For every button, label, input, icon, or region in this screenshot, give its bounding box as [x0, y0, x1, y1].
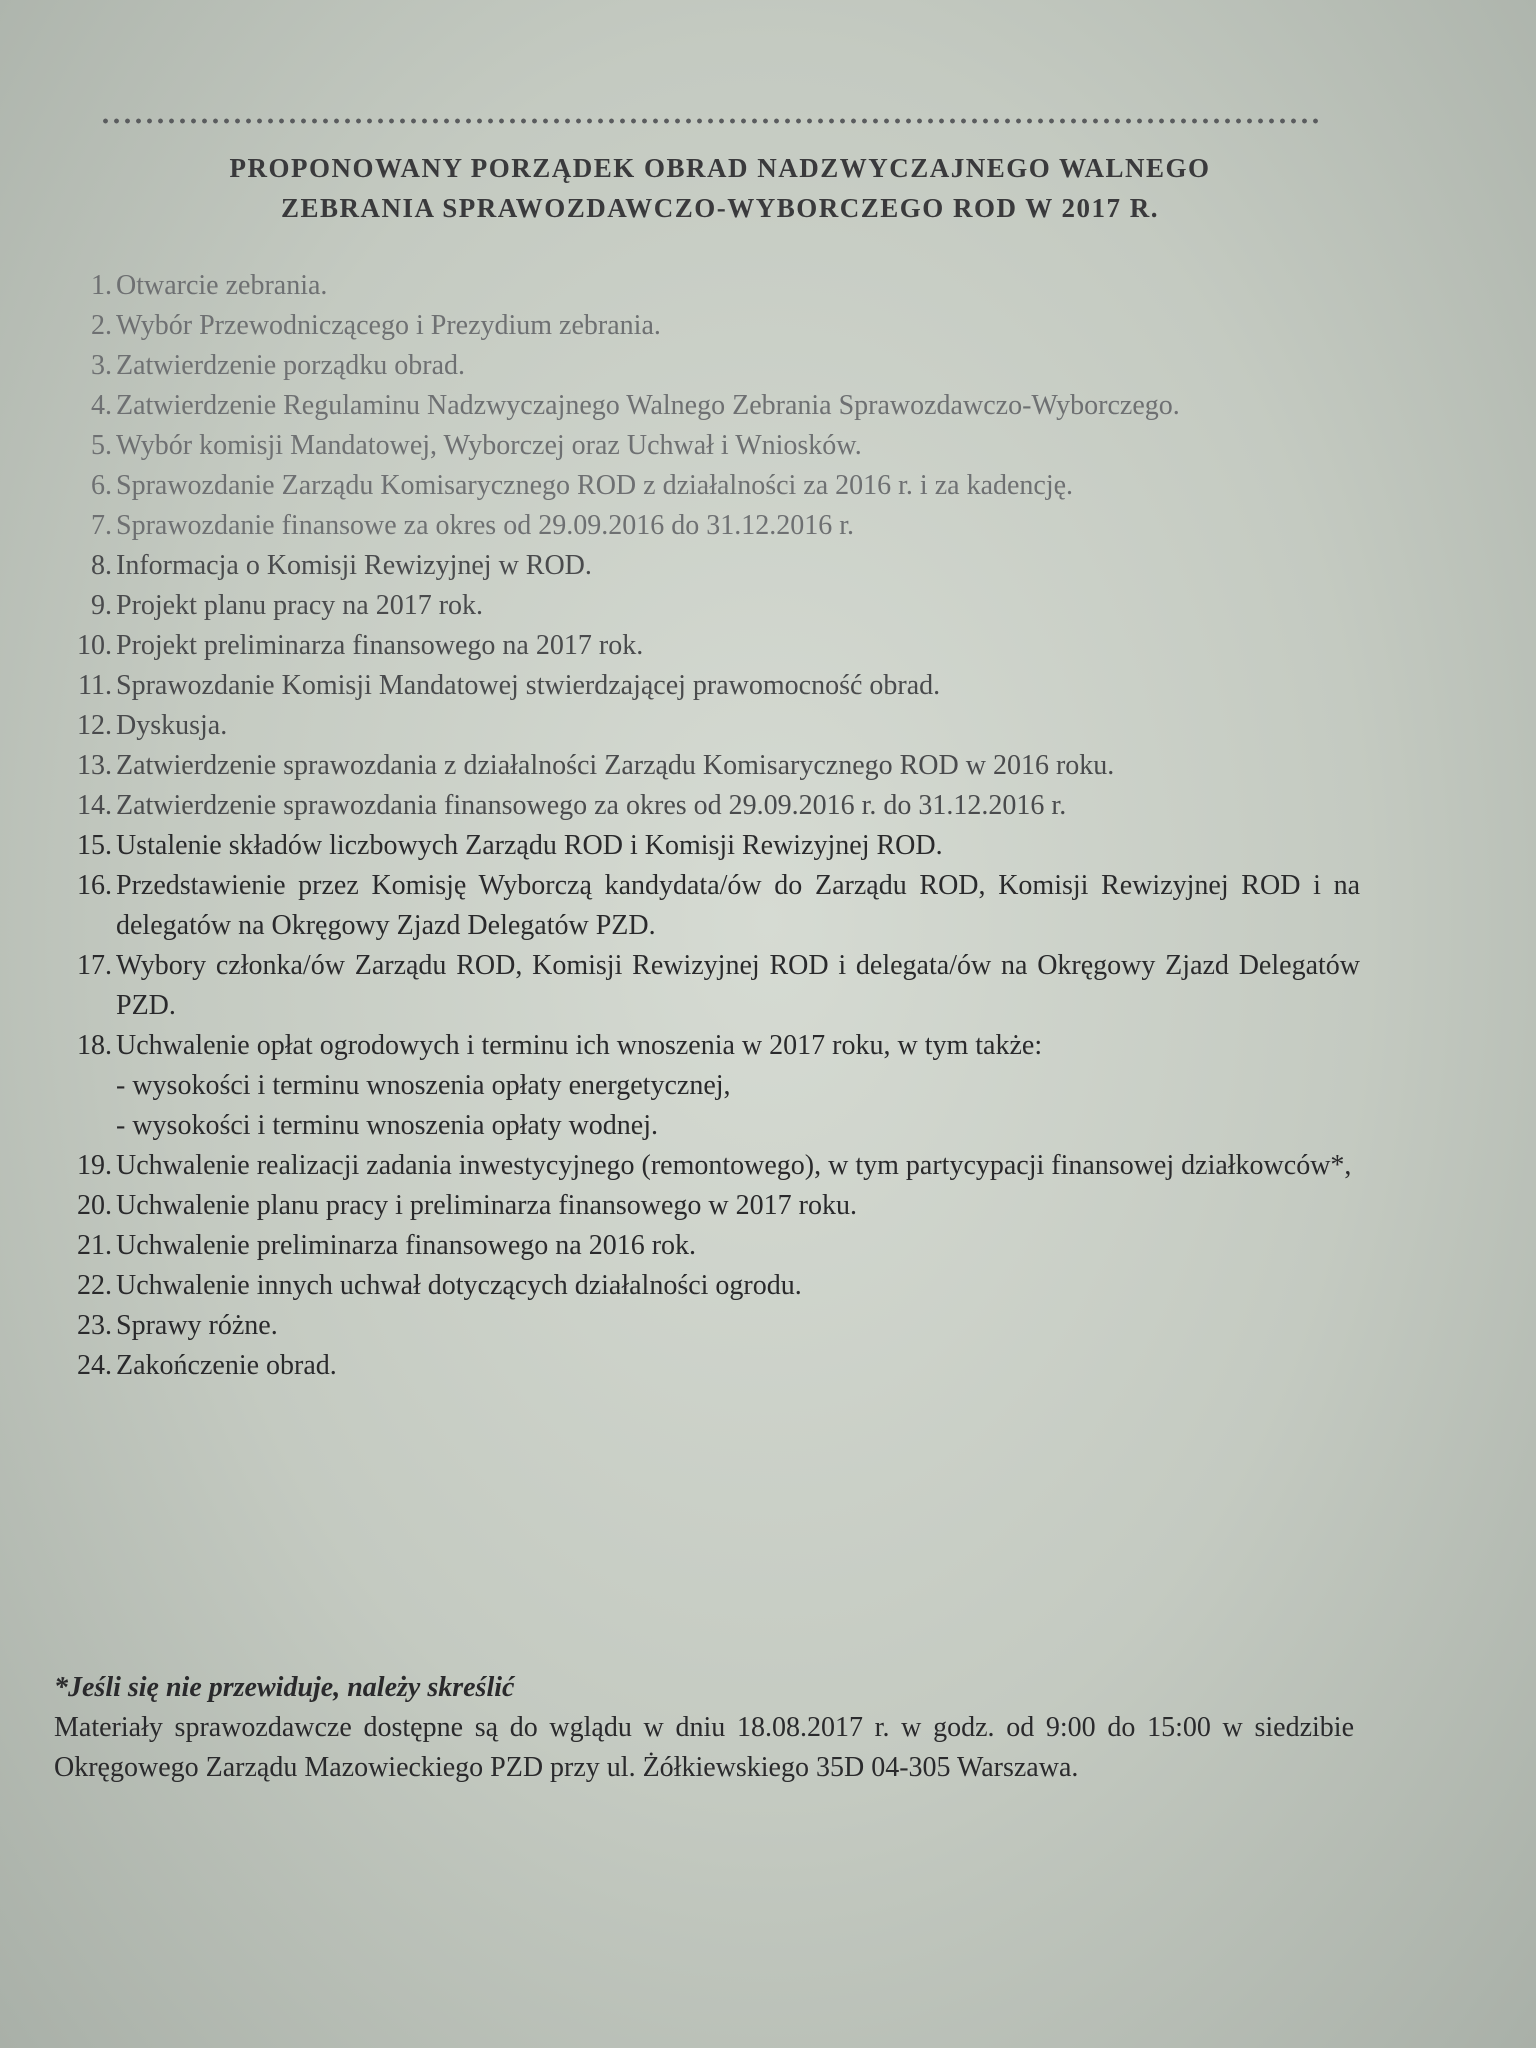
agenda-item-12	[40, 706, 1360, 746]
item-text: Sprawozdanie Zarządu Komisarycznego ROD z działalności za 2016 r. i za kadencję.	[116, 470, 1074, 501]
agenda-item-7	[40, 506, 1360, 546]
dotted-separator	[100, 116, 1320, 126]
item-text: Przedstawienie przez Komisję Wyborczą kandydata/ów do Zarządu ROD, Komisji Rewizyjnej ROD i na delegatów na Okręgowy Zjazd Delegatów PZD.	[116, 870, 1360, 941]
document-title	[60, 148, 1380, 228]
item-number: 9.	[91, 590, 112, 621]
agenda-item-3	[40, 346, 1360, 386]
item-number: 15.	[77, 830, 112, 861]
agenda-item-6	[40, 466, 1360, 506]
item-text: Otwarcie zebrania.	[116, 270, 328, 301]
item-number: 13.	[77, 750, 112, 781]
item-text: Ustalenie składów liczbowych Zarządu ROD i Komisji Rewizyjnej ROD.	[116, 830, 943, 861]
agenda-item-13	[40, 746, 1360, 786]
item-text: Sprawy różne.	[116, 1310, 278, 1341]
item-number: 4.	[91, 390, 112, 421]
item-text: Uchwalenie opłat ogrodowych i terminu ich wnoszenia w 2017 roku, w tym także:	[116, 1030, 1043, 1061]
item-number: 22.	[77, 1270, 112, 1301]
agenda-item-15	[40, 826, 1360, 866]
item-text: Zatwierdzenie sprawozdania finansowego za okres od 29.09.2016 r. do 31.12.2016 r.	[116, 790, 1067, 821]
item-text: Projekt planu pracy na 2017 rok.	[116, 590, 484, 621]
item-number: 16.	[77, 870, 112, 901]
materials-note: Materiały sprawozdawcze dostępne są do wglądu w dniu 18.08.2017 r. w godz. od 9:00 do 15:00 w siedzibie Okręgowego Zarządu Mazowieckiego PZD przy ul. Żółkiewskiego 35D 04-305 Warszawa.	[54, 1712, 1354, 1783]
item-number: 6.	[91, 470, 112, 501]
item-number: 10.	[77, 630, 112, 661]
item-text: Zatwierdzenie sprawozdania z działalności Zarządu Komisarycznego ROD w 2016 roku.	[116, 750, 1115, 781]
item-number: 24.	[77, 1350, 112, 1381]
agenda-item-8	[40, 546, 1360, 586]
item-number: 8.	[91, 550, 112, 581]
item-text: Zatwierdzenie Regulaminu Nadzwyczajnego Walnego Zebrania Sprawozdawczo-Wyborczego.	[116, 390, 1180, 421]
agenda-item-10	[40, 626, 1360, 666]
item-number: 5.	[91, 430, 112, 461]
item-number: 21.	[77, 1230, 112, 1261]
agenda-item-16	[40, 866, 1360, 946]
footnote	[54, 1668, 1354, 1788]
item-text: Sprawozdanie finansowe za okres od 29.09.2016 do 31.12.2016 r.	[116, 510, 854, 541]
item-text: Uchwalenie innych uchwał dotyczących działalności ogrodu.	[116, 1270, 802, 1301]
agenda-item-22	[40, 1266, 1360, 1306]
item-text: Zatwierdzenie porządku obrad.	[116, 350, 466, 381]
item-number: 23.	[77, 1310, 112, 1341]
agenda-item-24	[40, 1346, 1360, 1386]
item-text: Uchwalenie planu pracy i preliminarza finansowego w 2017 roku.	[116, 1190, 857, 1221]
agenda-item-1	[40, 266, 1360, 306]
item-text: Projekt preliminarza finansowego na 2017 rok.	[116, 630, 644, 661]
agenda-item-21	[40, 1226, 1360, 1266]
agenda-item-23	[40, 1306, 1360, 1346]
footnote-asterisk-note: *Jeśli się nie przewiduje, należy skreślić	[54, 1672, 515, 1703]
item-number: 3.	[91, 350, 112, 381]
item-text: Wybór komisji Mandatowej, Wyborczej oraz Uchwał i Wniosków.	[116, 430, 862, 461]
item-subpoint-energy: - wysokości i terminu wnoszenia opłaty energetycznej,	[116, 1070, 731, 1101]
item-subpoint-water: - wysokości i terminu wnoszenia opłaty wodnej.	[116, 1110, 659, 1141]
item-number: 2.	[91, 310, 112, 341]
agenda-item-2	[40, 306, 1360, 346]
agenda-item-17	[40, 946, 1360, 1026]
item-number: 12.	[77, 710, 112, 741]
item-number: 19.	[77, 1150, 112, 1181]
agenda-item-9	[40, 586, 1360, 626]
item-text: Sprawozdanie Komisji Mandatowej stwierdzającej prawomocność obrad.	[116, 670, 941, 701]
item-text: Wybory członka/ów Zarządu ROD, Komisji Rewizyjnej ROD i delegata/ów na Okręgowy Zjazd Delegatów PZD.	[116, 950, 1360, 1021]
agenda-list	[40, 266, 1360, 1386]
agenda-item-14	[40, 786, 1360, 826]
title-line-2: ZEBRANIA SPRAWOZDAWCZO-WYBORCZEGO ROD W 2017 R.	[280, 193, 1160, 223]
item-text: Dyskusja.	[116, 710, 228, 741]
agenda-item-20	[40, 1186, 1360, 1226]
agenda-item-5	[40, 426, 1360, 466]
item-number: 20.	[77, 1190, 112, 1221]
agenda-item-11	[40, 666, 1360, 706]
agenda-item-19	[40, 1146, 1360, 1186]
item-number: 7.	[91, 510, 112, 541]
item-text: Zakończenie obrad.	[116, 1350, 337, 1381]
item-number: 1.	[91, 270, 112, 301]
item-number: 17.	[77, 950, 112, 981]
item-number: 14.	[77, 790, 112, 821]
agenda-item-4	[40, 386, 1360, 426]
item-text: Uchwalenie realizacji zadania inwestycyjnego (remontowego), w tym partycypacji finansowej działkowców*,	[116, 1150, 1352, 1181]
title-line-1: PROPONOWANY PORZĄDEK OBRAD NADZWYCZAJNEGO WALNEGO	[229, 153, 1211, 183]
item-number: 11.	[78, 670, 112, 701]
item-text: Informacja o Komisji Rewizyjnej w ROD.	[116, 550, 592, 581]
item-number: 18.	[77, 1030, 112, 1061]
item-text: Wybór Przewodniczącego i Prezydium zebrania.	[116, 310, 661, 341]
agenda-item-18	[40, 1026, 1360, 1146]
item-text: Uchwalenie preliminarza finansowego na 2016 rok.	[116, 1230, 697, 1261]
